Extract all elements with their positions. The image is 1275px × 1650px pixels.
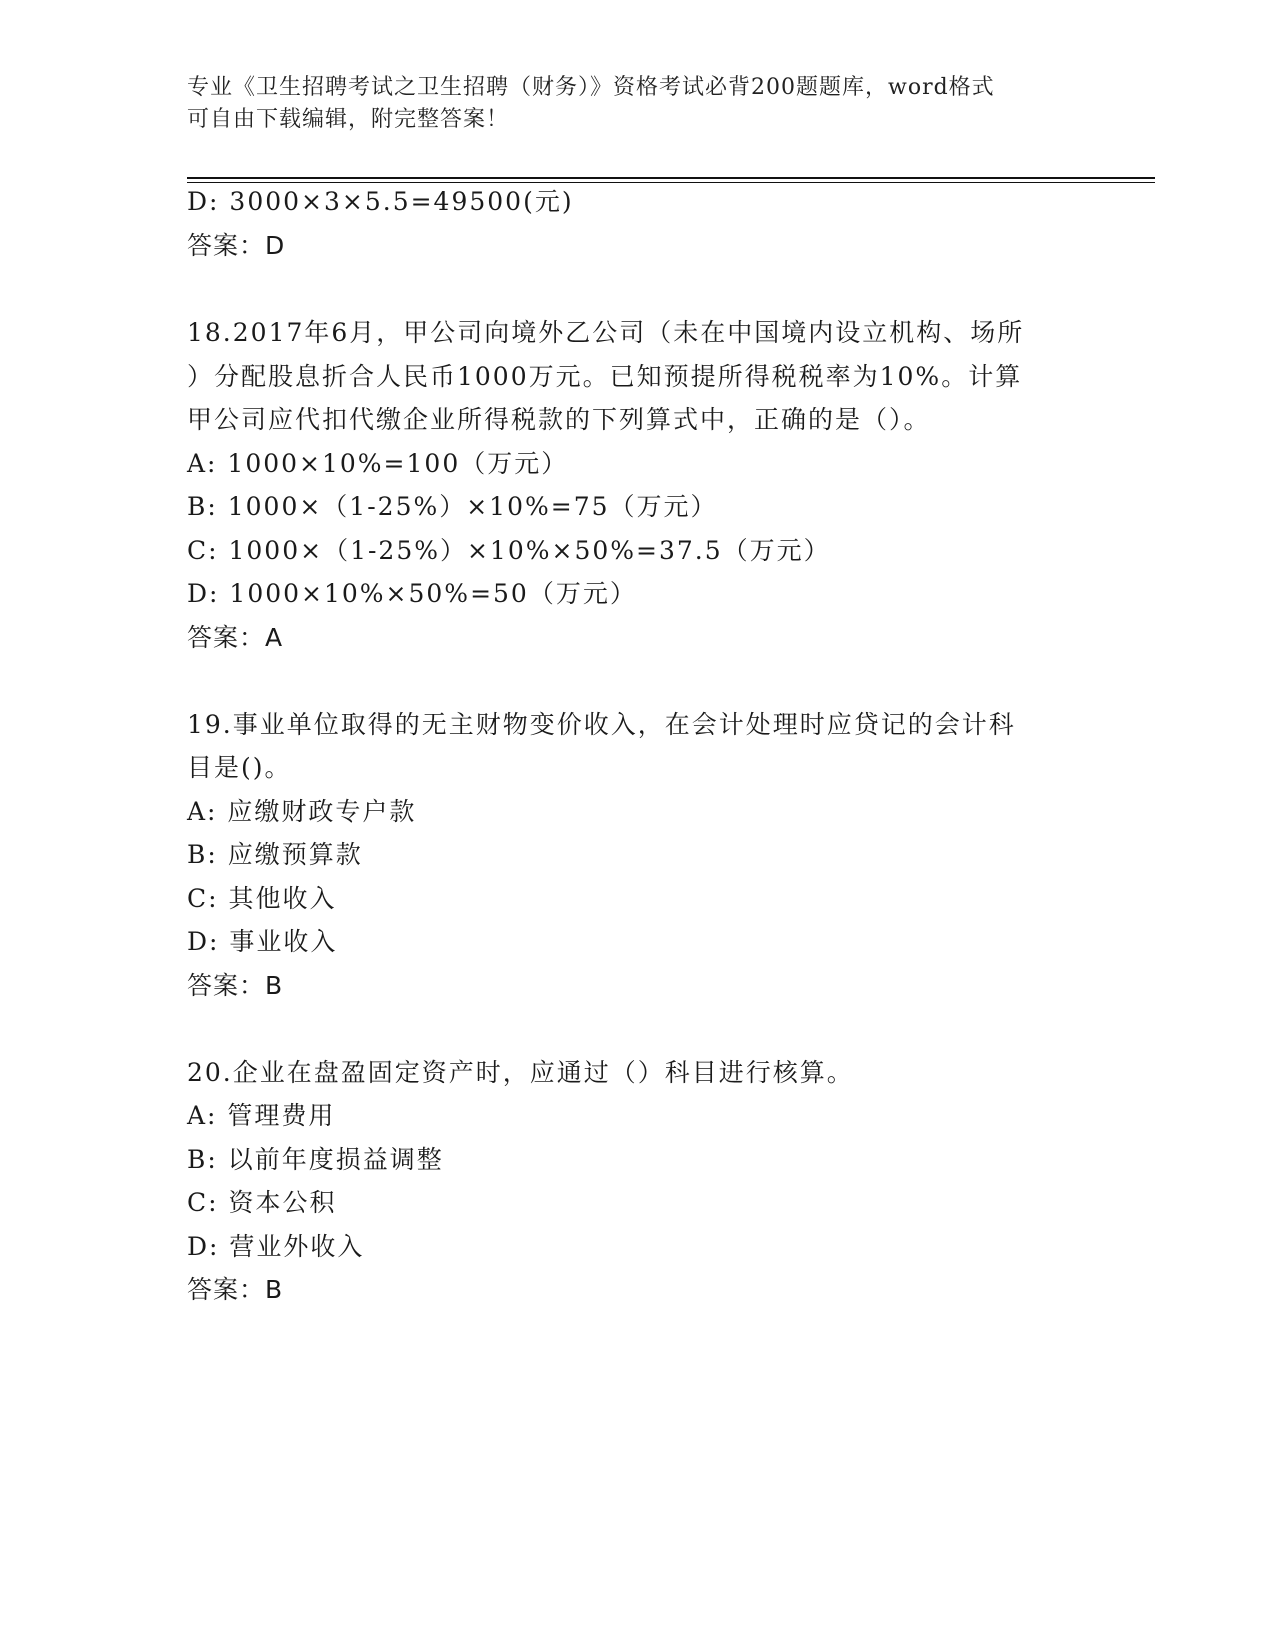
q19-stem-line-1: 19.事业单位取得的无主财物变价收入，在会计处理时应贷记的会计科 bbox=[187, 710, 1016, 739]
q19-stem-line-2: 目是()。 bbox=[187, 753, 292, 782]
q18-stem-line-3: 甲公司应代扣代缴企业所得税款的下列算式中，正确的是（）。 bbox=[187, 405, 931, 434]
q18-option-b: B: 1000×（1-25%）×10%=75（万元） bbox=[187, 492, 718, 521]
header-rule-thin bbox=[187, 182, 1155, 183]
page-header bbox=[187, 72, 1067, 136]
q18-answer: 答案：A bbox=[187, 623, 284, 652]
header-line-1: 专业《卫生招聘考试之卫生招聘（财务）》资格考试必背200题题库，word格式 bbox=[187, 75, 995, 100]
q20-stem-line-1: 20.企业在盘盈固定资产时，应通过（）科目进行核算。 bbox=[187, 1058, 854, 1087]
q19-option-c: C: 其他收入 bbox=[187, 884, 337, 913]
q20-option-b: B: 以前年度损益调整 bbox=[187, 1145, 444, 1174]
q20-option-a: A: 管理费用 bbox=[187, 1101, 336, 1130]
q19-option-b: B: 应缴预算款 bbox=[187, 840, 363, 869]
q19-option-a: A: 应缴财政专户款 bbox=[187, 797, 417, 826]
header-line-2: 可自由下载编辑，附完整答案！ bbox=[187, 107, 510, 132]
q20-option-c: C: 资本公积 bbox=[187, 1188, 337, 1217]
q19-option-d: D: 事业收入 bbox=[187, 927, 338, 956]
q18-stem-line-1: 18.2017年6月，甲公司向境外乙公司（未在中国境内设立机构、场所 bbox=[187, 318, 1025, 347]
q17-answer: 答案：D bbox=[187, 231, 286, 260]
q18-stem-line-2: ）分配股息折合人民币1000万元。已知预提所得税税率为10%。计算 bbox=[187, 362, 1023, 391]
q20-answer: 答案：B bbox=[187, 1275, 284, 1304]
header-rule-thick bbox=[187, 177, 1155, 179]
q19-answer: 答案：B bbox=[187, 971, 284, 1000]
q17-option-d: D: 3000×3×5.5=49500(元) bbox=[187, 187, 574, 216]
q18-option-a: A: 1000×10%=100（万元） bbox=[187, 449, 569, 478]
q18-option-c: C: 1000×（1-25%）×10%×50%=37.5（万元） bbox=[187, 536, 831, 565]
q18-option-d: D: 1000×10%×50%=50（万元） bbox=[187, 579, 637, 608]
q20-option-d: D: 营业外收入 bbox=[187, 1232, 365, 1261]
